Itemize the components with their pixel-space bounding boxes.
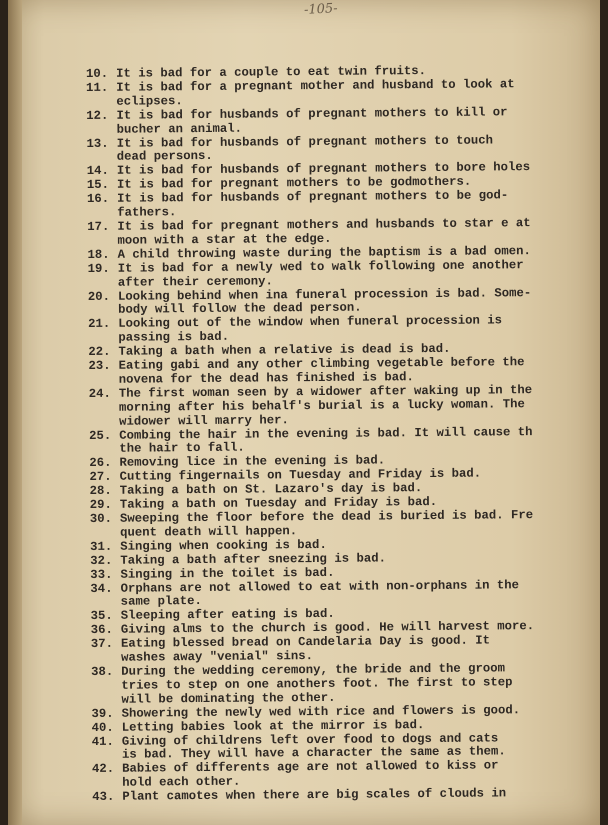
item-number: 15.	[86, 178, 110, 193]
text-line: Orphans are not allowed to eat with non-orphans in the	[120, 577, 520, 596]
item-number: 36.	[90, 623, 113, 638]
document-page	[8, 0, 600, 825]
list-item	[89, 634, 589, 666]
list-item	[88, 578, 588, 610]
item-number: 35.	[90, 609, 113, 624]
text-line: Sleeping after eating is bad.	[120, 607, 335, 624]
book-spine-shadow	[8, 0, 22, 825]
text-line: Combing the hair in the evening is bad. It will cause th	[119, 424, 533, 443]
item-number: 19.	[87, 261, 110, 276]
list-item	[90, 759, 590, 791]
text-line: It is bad for husbands of pregnant mothers to kill or	[116, 105, 508, 123]
text-line: It is bad for pregnant mothers to be godmothers.	[116, 174, 472, 192]
item-number: 37.	[90, 636, 114, 652]
item-number: 29.	[89, 497, 112, 513]
item-number: 26.	[89, 456, 112, 471]
item-number: 11.	[85, 80, 109, 95]
item-text	[121, 634, 589, 666]
text-line: It is bad for husbands of pregnant mothers to touch	[116, 132, 494, 151]
text-line: Sweeping the floor before the dead is buried is bad. Fre	[119, 508, 534, 526]
text-line: dead persons.	[116, 149, 213, 165]
item-text	[118, 314, 586, 346]
item-number: 18.	[87, 247, 110, 262]
text-line: morning after his behalf's burial is a lucky woman. The	[118, 396, 525, 415]
item-text	[121, 662, 589, 708]
text-line: A child throwing waste during the baptism is a bad omen.	[117, 243, 531, 262]
item-number: 13.	[86, 136, 109, 151]
item-text	[118, 286, 586, 318]
item-number: 39.	[91, 706, 114, 721]
text-line: It is bad for a pregnant mother and husband to look at	[116, 77, 515, 95]
text-line: Babies of differents age are not allowed to kiss or	[122, 758, 499, 777]
text-line: The first woman seen by a widower after waking up in the	[118, 382, 533, 401]
page-number: -105-	[303, 1, 338, 18]
text-line: It is bad for a newly wed to walk following one another	[117, 257, 524, 276]
text-line: Singing when cooking is bad.	[120, 537, 327, 554]
item-number: 25.	[89, 428, 112, 443]
item-number: 27.	[89, 470, 112, 485]
item-number: 16.	[86, 191, 110, 207]
list-item	[90, 731, 590, 763]
item-text	[122, 731, 590, 763]
item-number: 17.	[87, 219, 110, 234]
text-line: Taking a bath on Tuesday and Friday is bad.	[119, 495, 438, 512]
item-number: 43.	[92, 789, 115, 805]
list-item	[86, 286, 586, 318]
text-line: It is bad for a couple to eat twin fruits.	[115, 64, 427, 81]
text-line: Eating gabi and any other climbing vegetable before the	[118, 355, 525, 373]
item-number: 31.	[89, 539, 113, 554]
text-line: Taking a bath when a relative is dead is bad.	[118, 341, 451, 359]
item-number: 34.	[90, 581, 113, 596]
text-line: quent death will happen.	[119, 524, 298, 540]
text-line: is bad. They will have a character the same as them.	[121, 744, 506, 763]
item-text	[119, 425, 587, 457]
item-text	[120, 509, 588, 541]
item-text	[116, 105, 584, 137]
text-line: passing is bad.	[118, 329, 230, 345]
item-number: 14.	[86, 164, 109, 179]
text-line: It is bad for pregnant mothers and husbands to star e at	[117, 216, 531, 234]
superstition-list	[84, 64, 590, 805]
text-line: Eating blessed bread on Candelaria Day is good. It	[120, 633, 491, 651]
text-line: hold each other.	[122, 774, 241, 790]
text-line: Taking a bath after sneezing is bad.	[120, 551, 387, 568]
list-item	[87, 425, 587, 457]
text-line: Giving of childrens left over food to dogs and cats	[121, 730, 499, 749]
text-line: widower will marry her.	[119, 412, 289, 429]
list-item	[90, 787, 590, 805]
text-line: same plate.	[120, 594, 202, 610]
text-line: It is bad for husbands of pregnant mothers to be god-	[117, 188, 509, 206]
text-line: bucher an animal.	[116, 121, 243, 137]
list-item	[87, 383, 587, 429]
item-number: 21.	[88, 317, 111, 332]
text-line: after their ceremony.	[117, 273, 273, 290]
text-line: During the wedding ceremony, the bride and the groom	[121, 661, 506, 679]
item-number: 38.	[91, 664, 114, 679]
item-number: 33.	[90, 567, 113, 582]
text-line: washes away "venial" sins.	[121, 649, 314, 665]
item-text	[116, 78, 584, 110]
item-number: 30.	[89, 511, 112, 526]
list-item	[84, 78, 584, 110]
text-line: Plant camotes when there are big scales of clouds in	[122, 786, 507, 804]
text-line: Removing lice in the evening is bad.	[119, 453, 386, 471]
item-number: 20.	[87, 289, 111, 304]
list-item	[86, 314, 586, 346]
item-number: 41.	[91, 734, 114, 749]
text-line: Singing in the toilet is bad.	[120, 565, 335, 582]
text-line: Letting babies look at the mirror is bad.	[121, 717, 425, 735]
text-line: fathers.	[117, 205, 177, 220]
text-line: novena for the dead has finished is bad.	[118, 370, 414, 387]
item-text	[122, 759, 590, 791]
text-line: eclipses.	[116, 93, 183, 109]
item-number: 32.	[90, 553, 113, 568]
text-line: will be dominating the other.	[121, 690, 336, 707]
item-number: 22.	[88, 344, 111, 360]
text-line: Looking behind when ina funeral procession is bad. Some-	[117, 285, 532, 304]
text-line: moon with a star at the edge.	[117, 231, 332, 248]
item-text	[119, 383, 587, 429]
item-text	[120, 578, 588, 610]
item-number: 28.	[89, 483, 112, 499]
text-line: Looking out of the window when funeral procession is	[118, 313, 503, 332]
text-line: Showering the newly wed with rice and flowers is good.	[121, 702, 521, 721]
text-line: Cutting fingernails on Tuesday and Friday is bad.	[119, 466, 482, 484]
item-number: 40.	[91, 720, 114, 735]
item-number: 24.	[88, 386, 111, 401]
item-number: 42.	[91, 762, 115, 777]
text-line: the hair to fall.	[119, 441, 245, 457]
text-line: It is bad for husbands of pregnant mothers to bore holes	[116, 160, 531, 179]
item-text	[122, 787, 590, 805]
item-number: 23.	[88, 358, 111, 374]
text-line: Taking a bath on St. Lazaro's day is bad.	[119, 481, 423, 498]
text-line: tries to step on one anothers foot. The first to step	[121, 675, 513, 693]
item-number: 10.	[85, 66, 109, 81]
item-number: 12.	[86, 108, 109, 123]
list-item	[88, 509, 588, 541]
list-item	[89, 662, 589, 708]
text-line: body will follow the dead person.	[118, 300, 362, 318]
text-line: Giving alms to the church is good. He will harvest more.	[120, 619, 535, 637]
list-item	[84, 105, 584, 137]
